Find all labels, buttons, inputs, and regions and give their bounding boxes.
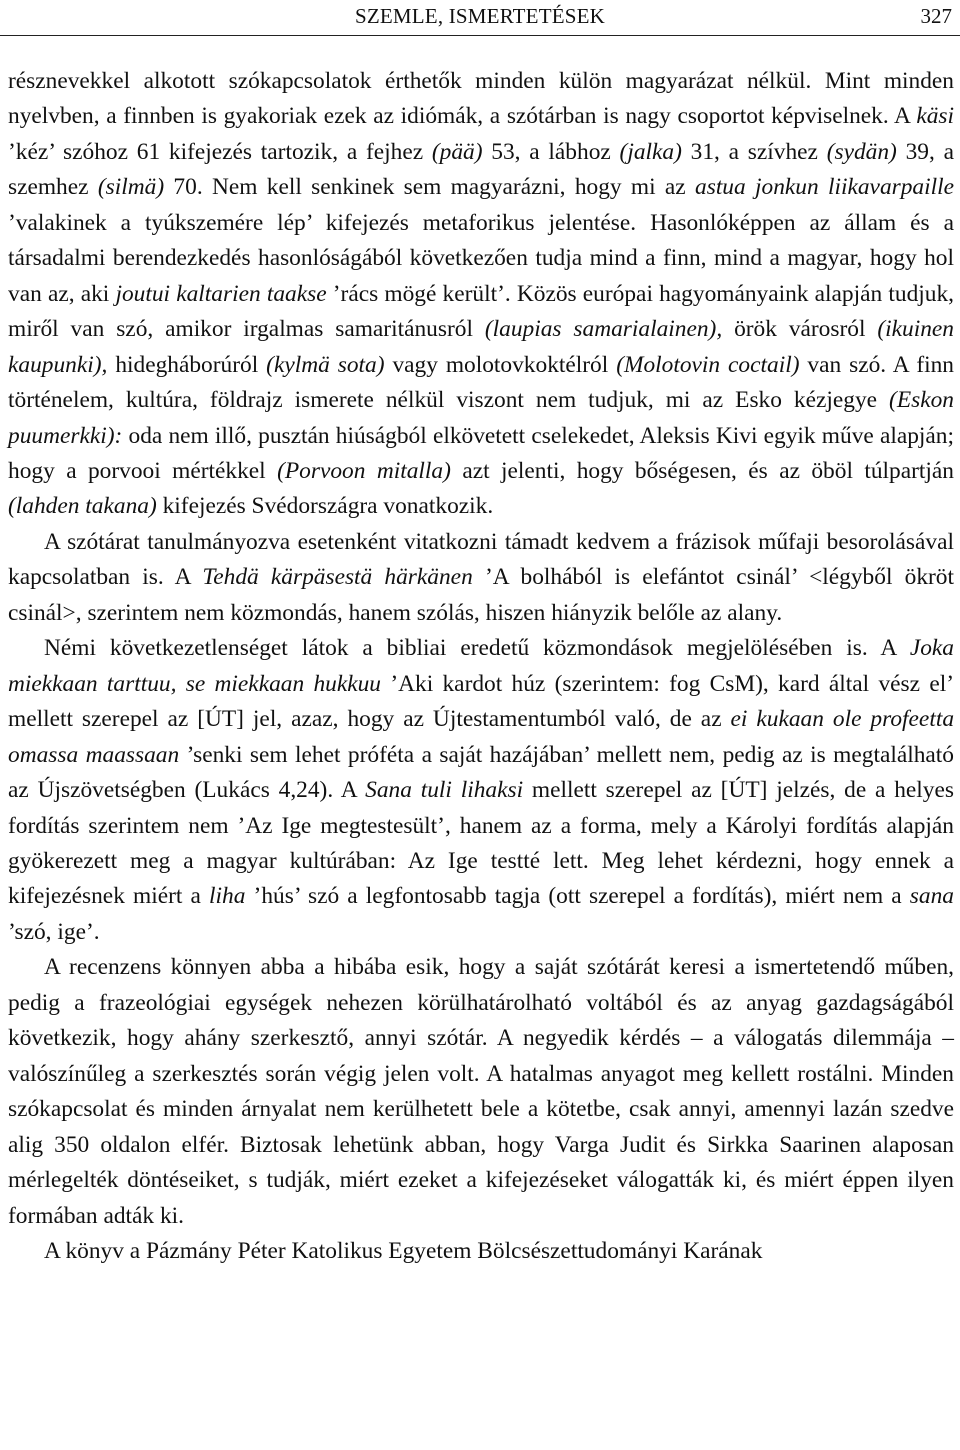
text-run: A szótárat tanulmányozva esetenként vitatkozni támadt kedvem a frázisok műfaji besorolásával kapcsolatban is. A xyxy=(8,528,954,591)
article-body xyxy=(8,64,954,1269)
running-header xyxy=(0,0,960,36)
text-run: azt jelenti, hogy bőségesen, és az öböl túlpartján xyxy=(450,457,954,484)
text-run: vagy molotovkoktélról xyxy=(384,351,617,378)
italic-term: joutui kaltarien taakse xyxy=(115,280,327,307)
text-run: ’hús’ szó a legfontosabb tagja (ott szerepel a fordítás), miért nem a xyxy=(245,883,910,910)
text-run: 39, a szemhez xyxy=(8,138,954,201)
text-run: örök városról xyxy=(722,316,878,343)
italic-term: (laupias samarialainen), xyxy=(484,316,723,343)
text-run: ’szó, ige’. xyxy=(8,918,100,945)
italic-term: käsi xyxy=(916,103,954,130)
italic-term: astua jonkun liikavarpaille xyxy=(695,174,955,201)
italic-term: (jalka) xyxy=(619,138,682,165)
text-run: résznevekkel alkotott szókapcsolatok érthetők minden külön magyarázat nélkül. Mint minden nyelvben, a finnben is gyakoriak ezek az idiómák, a szótárban is nagy csoportot képviselnek. A xyxy=(8,68,954,130)
italic-term: (lahden takana) xyxy=(8,493,157,520)
italic-term: Tehdä kärpäsestä härkänen xyxy=(202,564,473,591)
italic-term: (Porvoon mitalla) xyxy=(277,457,451,484)
text-run: ’Aki kardot húz (szerintem: fog CsM), kard által vész el’ mellett szerepel az [ÚT] jel, azaz, hogy az Újtestamentumból való, de az xyxy=(8,670,954,733)
text-run: kifejezés Svédországra vonatkozik. xyxy=(156,493,494,520)
text-run: Némi következetlenséget látok a bibliai eredetű közmondások megjelölésében is. A xyxy=(44,635,910,662)
text-run: oda nem illő, pusztán hiúságból elkövetett cselekedet, Aleksis Kivi egyik műve alapján; hogy a porvooi mértékkel xyxy=(8,422,954,484)
text-run: hidegháborúról xyxy=(107,351,267,378)
italic-term: (Eskon puumerkki): xyxy=(8,387,954,449)
text-run: van szó. A finn történelem, kultúra, földrajz ismerete nélkül viszont nem tudjuk, mi az Esko kézjegye xyxy=(8,351,954,414)
text-run: ’kéz’ szóhoz 61 kifejezés tartozik, a fejhez xyxy=(8,138,432,165)
text-run: 31, a szívhez xyxy=(681,138,827,165)
italic-term: (kylmä sota) xyxy=(266,351,385,378)
italic-term: liha xyxy=(209,883,246,910)
italic-term: ei kukaan ole profeetta omassa maassaan xyxy=(8,706,955,768)
text-run: ’A bolhából is elefántot csinál’ <légyből ökröt csinál>, szerintem nem közmondás, hanem szólás, hiszen hiányzik belőle az alany. xyxy=(8,564,954,626)
text-run: ’valakinek a tyúkszemére lép’ kifejezés metaforikus jelentése. Hasonlóképpen az állam és a társadalmi berendezkedés hasonlóságából következően tudja mind a finn, mind a magyar, hogy hol van az, aki xyxy=(8,209,954,307)
text-run: ’rács mögé került’. Közös európai hagyományaink alapján tudjuk, miről van szó, amikor irgalmas samaritánusról xyxy=(8,280,954,343)
page-number: 327 xyxy=(920,4,952,28)
italic-term: Sana tuli lihaksi xyxy=(365,777,524,804)
text-run: 70. Nem kell senkinek sem magyarázni, hogy mi az xyxy=(164,174,696,201)
text-run: A recenzens könnyen abba a hibába esik, hogy a saját szótárát keresi a ismertetendő műben, pedig a frazeológiai egységek nehezen körülhatárolható voltából és az anyag gazdagságából következik, hogy ahány szerkesztő, annyi szótár. A negyedik kérdés – a válogatás dilemmája – valószínűleg a szerkesztés során végig jelen volt. A hatalmas anyagot meg kellett rostálni. Minden szókapcsolat és minden árnyalat nem kerülhetett bele a kötetbe, csak annyi, amennyi lazán szedve alig 350 oldalon elfér. Biztosak lehetünk abban, hogy Varga Judit és Sirkka Saarinen alaposan mérlegelték döntéseiket, s tudják, miért ezeket a kifejezéseket válogatták ki, és miért éppen ilyen formában adták ki. xyxy=(8,954,954,1229)
italic-term: Joka miekkaan tarttuu, se miekkaan hukkuu xyxy=(8,635,954,697)
body-paragraph xyxy=(8,950,954,1234)
italic-term: (silmä) xyxy=(97,174,165,201)
italic-term: (pää) xyxy=(431,138,483,165)
text-run: mellett szerepel az [ÚT] jelzés, de a helyes fordítás szerintem nem ’Az Ige megtestesült’, hanem az a forma, mely a Károlyi fordítás alapján gyökerezett meg a magyar kultúrában: Az Ige testté lett. Meg lehet kérdezni, hogy ennek a kifejezésnek miért a xyxy=(8,777,954,910)
italic-term: (Molotovin coctail) xyxy=(616,351,800,378)
running-header-title: SZEMLE, ISMERTETÉSEK xyxy=(354,4,606,28)
body-paragraph xyxy=(8,1234,954,1269)
body-paragraph xyxy=(8,525,954,631)
italic-term: (ikuinen kaupunki), xyxy=(8,316,954,378)
text-run: 53, a lábhoz xyxy=(482,138,620,165)
text-run: ’senki sem lehet próféta a saját hazájában’ mellett nem, pedig az is megtalálható az Újszövetségben (Lukács 4,24). A xyxy=(8,741,954,804)
body-paragraph xyxy=(8,631,954,950)
body-paragraph xyxy=(8,64,954,525)
italic-term: (sydän) xyxy=(826,138,897,165)
italic-term: sana xyxy=(909,883,954,910)
text-run: A könyv a Pázmány Péter Katolikus Egyetem Bölcsészettudományi Karának xyxy=(44,1237,763,1264)
